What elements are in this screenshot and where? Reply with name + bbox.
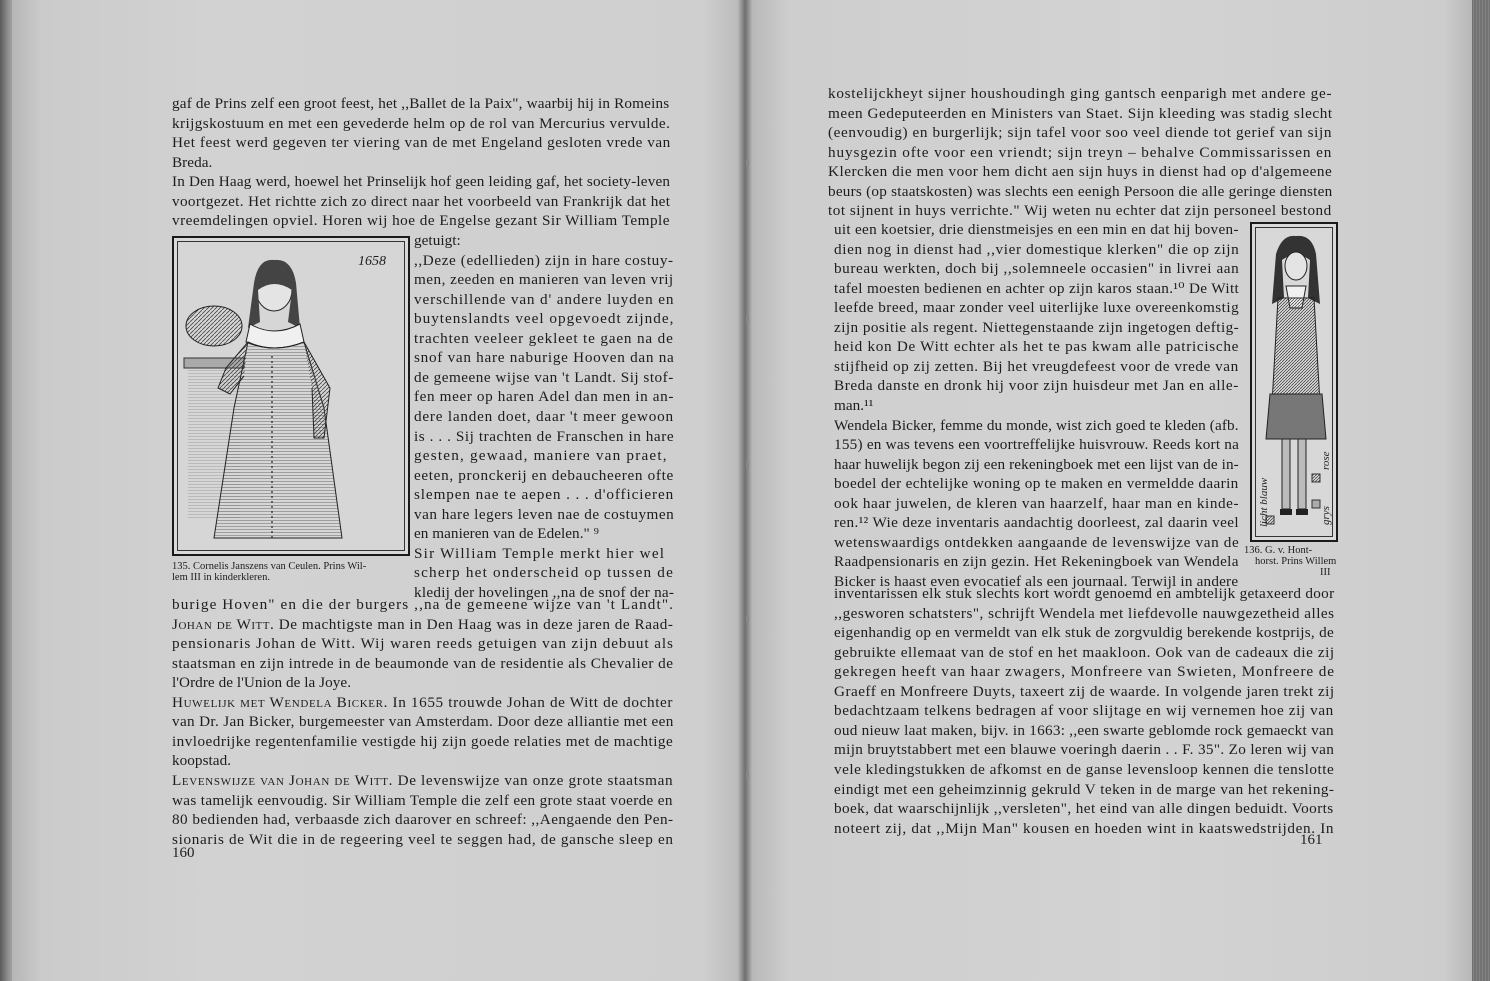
text-line: getuigt: [414, 232, 461, 249]
text-line: van hare legers leven nae de costuymen [414, 505, 675, 523]
binding-stitch [746, 316, 749, 322]
text-line: heid kon De Witt echter als het te pas kwam alle patricische [834, 338, 1240, 356]
text-line: (eenvoudig) en burgerlijk; sijn tafel voor soo veel diende tot gerief van sijn [828, 124, 1333, 142]
text-line: buytenslandts veel opgevoedt zijnde, [414, 310, 675, 328]
text-line: van Dr. Jan Bicker, burgemeester van Amsterdam. Door deze alliantie met een [172, 713, 674, 731]
text-line: zijn positie als regent. Niettegenstaande zijn ingetogen deftig- [834, 318, 1240, 336]
text-line: inventarissen elk stuk slechts kort wordt genoemd en ambtelijk getaxeerd door [834, 585, 1335, 602]
text-line: boedel der echtelijke woning op te maken en vermeldde daarin [834, 475, 1239, 493]
figure-label-rose: rose [1320, 451, 1332, 470]
text-line: Bicker is haast even evocatief als een journaal. Terwijl in andere [834, 572, 1239, 590]
text-line: gaf de Prins zelf een groot feest, het ,,Ballet de la Paix", waarbij hij in Romeins [172, 95, 670, 112]
page-number-right: 161 [1300, 832, 1323, 848]
text-line: trachten veeleer gekleet te gaen na de [414, 329, 674, 347]
text-line: kostelijckheyt sijner houshoudingh ging gantsch eenparigh met andere ge- [828, 85, 1333, 102]
text-line: ,,Deze (edellieden) zijn in hare costuy- [414, 251, 674, 269]
text-line: de gemeene wijse van 't Landt. Sij stof- [414, 368, 674, 386]
text-line: slempen nae te aepen . . . d'officieren [414, 486, 675, 504]
page-edges [1472, 0, 1490, 981]
text-line: snof van hare naburige Hooven dan na [414, 349, 675, 367]
text-line: burige Hoven" en die der burgers ,,na de gemeene wijze van 't Landt". [172, 596, 675, 613]
text-line: verschillende van d' andere luyden en [414, 290, 675, 308]
text-line: staatsman en zijn intrede in de beaumonde van de residentie als Chevalier de [172, 654, 674, 672]
text-line: fen meer op haren Adel dan men in an- [414, 388, 674, 406]
text-line: eigenhandig op en vermeldt van elk stuk de zorgvuldig berekende kostprijs, de [834, 624, 1334, 642]
text-line: oud nieuw laat maken, bijv. in 1663: ,,een swarte geblomde rock gemaeckt van [834, 721, 1334, 739]
text-line: en manieren van de Edelen." ⁹ [414, 525, 599, 543]
text-line: Breda danste en dronk hij voor zijn huisdeur met Jan en alle- [834, 377, 1239, 395]
text-line: Sir William Temple merkt hier wel [414, 544, 666, 562]
text-line: haar huwelijk begon zij een rekeningboek met een lijst van de in- [834, 455, 1239, 473]
figure-136-caption-line-2: horst. Prins Willem [1255, 556, 1337, 567]
text-line: men, zeeden en manieren van leven vrij [414, 271, 674, 289]
text-line: bedachtzaam telkens bedragen af voor slijtage en wij vernemen hoe zij van [834, 702, 1334, 720]
text-line: gebruikte ellemaat van de stof en het maakloon. Ook van de cadeaux die zij [834, 643, 1335, 661]
text-line: eeten, pronckerij en debaucheeren ofte [414, 466, 674, 484]
text-line: man.¹¹ [834, 396, 874, 414]
text-line: stijfheid op zij zetten. Bij het vreugdefeest voor de vrede van [834, 357, 1239, 375]
binding-stitch [746, 160, 749, 166]
text-line: Johan de Witt. De machtigste man in Den Haag was in deze jaren de Raad- [172, 615, 674, 633]
text-line: invloedrijke regentenfamilie vestigde hij zijn goede relaties met de machtige [172, 732, 674, 750]
text-line: bureau werkten, doch bij ,,solemneele occasien" in livrei aan [834, 260, 1240, 278]
text-line: eindigt met een geheimzinnig gekruld V teken in de marge van het rekening- [834, 780, 1335, 798]
figure-135-caption-line-1: 135. Cornelis Janszens van Ceulen. Prins Wil- [172, 561, 367, 572]
text-line: krijgskostuum en met een gevederde helm op de rol van Mercurius vervulde. [172, 114, 671, 132]
text-line: is . . . Sij trachten de Franschen in hare [414, 427, 675, 445]
text-line: kledij der hovelingen ,,na de snof der na- [414, 583, 675, 601]
text-line: Wendela Bicker, femme du monde, wist zich goed te kleden (afb. [834, 416, 1239, 434]
text-line: meen Gedeputeerden en Ministers van Staet. Sijn kleeding was stadig slecht [828, 104, 1333, 122]
text-line: uit een koetsier, drie dienstmeisjes en een min en dat hij boven- [834, 221, 1239, 238]
text-line: dien nog in dienst had ,,vier domestique klerken" die op zijn [834, 240, 1240, 258]
figure-year: 1658 [358, 254, 386, 269]
text-line: leefde breed, maar zonder veel uiterlijke luxe overeenkomstig [834, 299, 1240, 317]
page-number-left: 160 [172, 845, 195, 861]
text-line: vele kledingstukken de afkomst en de ganse levensloop kennen die tenslotte [834, 760, 1335, 778]
text-line: voortgezet. Het richtte zich zo direct naar het voorbeeld van Frankrijk dat het [172, 192, 671, 210]
text-line: Graeff en Monfreere Duyts, taxeert zij de waarde. In volgende jaren trekt zij [834, 682, 1335, 700]
text-line: Breda. [172, 153, 213, 171]
text-line: huysgezin ofte voor een vriendt; sijn treyn – behalve Commissarissen en [828, 143, 1333, 161]
text-line: Huwelijk met Wendela Bicker. In 1655 trouwde Johan de Witt de dochter [172, 693, 674, 711]
child-portrait-illustration [174, 238, 408, 554]
text-line: noteert zij, dat ,,Mijn Man" kousen en hoeden wint in kaatswedstrijden. In [834, 819, 1335, 837]
text-line: tafel moesten bedienen en achter op zijn karos staan.¹⁰ De Witt [834, 279, 1240, 297]
figure-136-caption-line-1: 136. G. v. Hont- [1244, 545, 1313, 556]
text-line: gesten, gewaad, maniere van praet, [414, 447, 668, 465]
text-line: gekregen heeft van haar zwagers, Monfreere van Swieten, Monfreere de [834, 663, 1335, 681]
text-line: ,,gesworen schatsters", schrijft Wendela met liefdevolle nauwgezetheid alles [834, 604, 1335, 622]
text-line: vreemdelingen opviel. Horen wij hoe de Engelse gezant Sir William Temple [172, 212, 670, 230]
text-line: ren.¹² Wie deze inventaris aandachtig doorleest, zal daarin veel [834, 514, 1239, 532]
text-line: beurs (op staatskosten) was slechts een eenigh Persoon die alle geringe diensten [828, 182, 1333, 200]
text-line: Klercken die men voor hem dicht aen sijn huys in dienst had op d'algemeene [828, 163, 1333, 181]
text-line: boek, dat waarschijnlijk ,,versleten", het eind van alle dingen beduidt. Voorts [834, 800, 1334, 818]
text-line: koopstad. [172, 752, 232, 770]
text-line: pensionaris Johan de Witt. Wij waren reeds getuigen van zijn debuut als [172, 635, 674, 653]
text-line: scherp het onderscheid op tussen de [414, 564, 675, 582]
book-gutter [738, 0, 752, 981]
binding-stitch [746, 462, 749, 468]
text-line: mijn bruytstabbert met een blauwe voeringh daerin . . F. 35". Zo leren wij van [834, 741, 1335, 759]
text-line: 155) en was tevens een voortreffelijke huisvrouw. Reeds kort na [834, 436, 1240, 454]
text-line: Levenswijze van Johan de Witt. De levenswijze van onze grote staatsman [172, 771, 674, 789]
text-line: In Den Haag werd, hoewel het Prinselijk hof geen leiding gaf, het society-leven [172, 173, 671, 191]
text-line: 80 bedienden had, verbaasde zich daarover en schreef: ,,Aengaende den Pen- [172, 811, 674, 829]
figure-label-licht-blauw: licht blauw [1258, 477, 1270, 527]
figure-135-engraving [172, 236, 410, 556]
binding-stitch [746, 616, 749, 622]
text-line: Het feest werd gegeven ter viering van de met Engeland gesloten vrede van [172, 134, 671, 152]
text-line: ook haar juwelen, de kleren van haarzelf, haar man en kinde- [834, 494, 1240, 512]
text-line: wetenswaardigs ontdekken aangaande de levenswijze van de [834, 533, 1240, 551]
figure-label-grys: grys [1320, 506, 1332, 525]
figure-135-caption-line-2: lem III in kinderkleren. [172, 572, 270, 583]
text-line: Raadpensionaris en zijn gezin. Het Rekeningboek van Wendela [834, 553, 1239, 571]
binding-stitch [746, 772, 749, 778]
text-line: sionaris de Wit die in de regeering veel te seggen had, de gansche sleep en [172, 830, 674, 848]
text-line: was tamelijk eenvoudig. Sir William Temple die zelf een grote staat voerde en [172, 791, 673, 809]
text-line: tot sijnent in huys verrichte." Wij weten nu echter dat zijn personeel bestond [828, 202, 1332, 220]
figure-136-caption-line-3: III [1320, 567, 1331, 578]
text-line: dere landen doet, daar 't meer gewoon [414, 407, 674, 425]
text-line: l'Ordre de l'Union de la Joye. [172, 674, 352, 692]
